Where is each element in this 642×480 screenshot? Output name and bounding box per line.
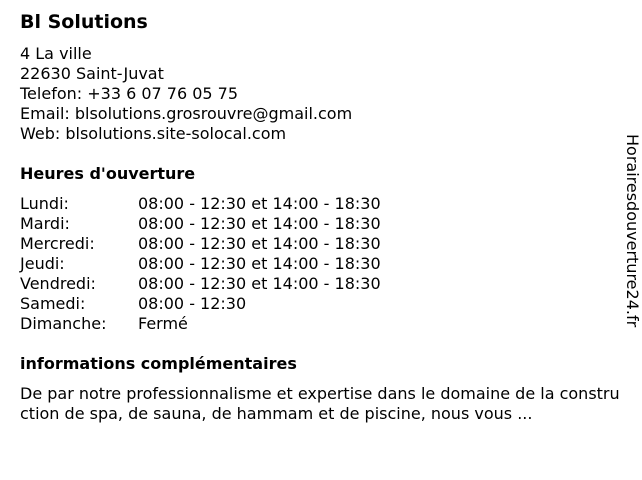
address-city: 22630 Saint-Juvat bbox=[20, 64, 164, 83]
hours-row-monday bbox=[20, 194, 440, 214]
day-label: Mercredi: bbox=[20, 234, 95, 253]
site-watermark: Horairesdouverture24.fr bbox=[623, 134, 642, 328]
hours-row-tuesday bbox=[20, 214, 440, 234]
day-label: Vendredi: bbox=[20, 274, 96, 293]
hours-row-thursday bbox=[20, 254, 440, 274]
phone-number[interactable]: Telefon: +33 6 07 76 05 75 bbox=[20, 84, 239, 103]
day-label: Jeudi: bbox=[20, 254, 65, 273]
day-label: Dimanche: bbox=[20, 314, 107, 333]
day-label: Mardi: bbox=[20, 214, 70, 233]
hours-row-wednesday bbox=[20, 234, 440, 254]
time-value: Fermé bbox=[138, 314, 188, 333]
website-link[interactable]: Web: blsolutions.site-solocal.com bbox=[20, 124, 287, 143]
hours-row-saturday bbox=[20, 294, 440, 314]
day-label: Samedi: bbox=[20, 294, 86, 313]
time-value: 08:00 - 12:30 et 14:00 - 18:30 bbox=[138, 194, 381, 213]
time-value: 08:00 - 12:30 et 14:00 - 18:30 bbox=[138, 234, 381, 253]
email-address[interactable]: Email: blsolutions.grosrouvre@gmail.com bbox=[20, 104, 353, 123]
time-value: 08:00 - 12:30 bbox=[138, 294, 247, 313]
opening-hours-heading: Heures d'ouverture bbox=[20, 164, 196, 183]
time-value: 08:00 - 12:30 et 14:00 - 18:30 bbox=[138, 274, 381, 293]
day-label: Lundi: bbox=[20, 194, 69, 213]
opening-hours-table bbox=[20, 194, 440, 334]
business-name: Bl Solutions bbox=[20, 11, 148, 33]
additional-info-heading: informations complémentaires bbox=[20, 354, 297, 373]
time-value: 08:00 - 12:30 et 14:00 - 18:30 bbox=[138, 214, 381, 233]
hours-row-sunday bbox=[20, 314, 440, 334]
additional-info-text: De par notre professionnalisme et expertise dans le domaine de la construction de spa, de sauna, de hammam et de piscine, nous vous ... bbox=[20, 384, 620, 423]
address-street: 4 La ville bbox=[20, 44, 92, 63]
contact-block bbox=[20, 44, 352, 144]
time-value: 08:00 - 12:30 et 14:00 - 18:30 bbox=[138, 254, 381, 273]
hours-row-friday bbox=[20, 274, 440, 294]
